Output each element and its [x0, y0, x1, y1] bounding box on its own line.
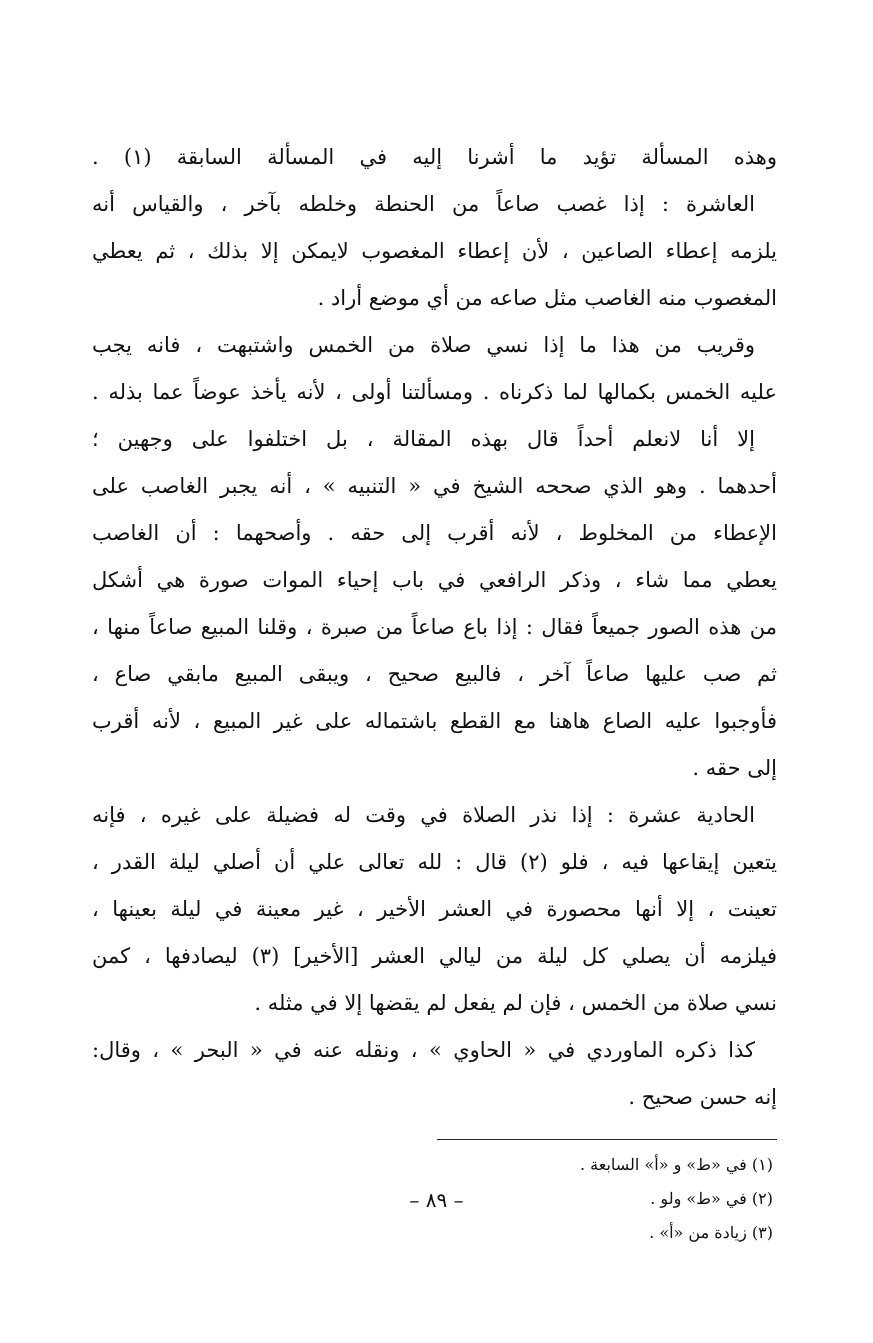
text-line: ثم صب عليها صاعاً آخر ، فالبيع صحيح ، ويبقى المبيع مابقي صاع ،	[92, 662, 777, 686]
text-line: إنه حسن صحيح .	[628, 1085, 777, 1109]
text-line: يعطي مما شاء ، وذكر الرافعي في باب إحياء الموات صورة هي أشكل	[92, 568, 777, 592]
text-line: العاشرة : إذا غصب صاعاً من الحنطة وخلطه بآخر ، والقياس أنه	[92, 192, 755, 216]
text-line: عليه الخمس بكمالها لما ذكرناه . ومسألتنا أولى ، لأنه يأخذ عوضاً عما بذله .	[92, 380, 777, 404]
text-line: وقريب من هذا ما إذا نسي صلاة من الخمس واشتبهت ، فانه يجب	[92, 333, 755, 357]
text-line: فأوجبوا عليه الصاع هاهنا مع القطع باشتماله على غير المبيع ، لأنه أقرب	[92, 709, 777, 733]
text-line: الإعطاء من المخلوط ، لأنه أقرب إلى حقه . وأصحهما : أن الغاصب	[92, 521, 777, 545]
text-line: الحادية عشرة : إذا نذر الصلاة في وقت له فضيلة على غيره ، فإنه	[92, 803, 755, 827]
text-line: من هذه الصور جميعاً فقال : إذا باع صاعاً من صبرة ، وقلنا المبيع صاعاً منها ،	[92, 615, 777, 639]
text-line: إلا أنا لانعلم أحداً قال بهذه المقالة ، بل اختلفوا على وجهين ؛	[92, 427, 755, 451]
text-line: وهذه المسألة تؤيد ما أشرنا إليه في المسألة السابقة (١) .	[92, 145, 777, 169]
text-line: تعينت ، إلا أنها محصورة في العشر الأخير ، غير معينة في ليلة بعينها ،	[92, 897, 777, 921]
page-number: – ٨٩ –	[409, 1188, 464, 1212]
text-line: إلى حقه .	[692, 756, 777, 780]
text-line: كذا ذكره الماوردي في « الحاوي » ، ونقله عنه في « البحر » ، وقال:	[92, 1038, 755, 1062]
text-line: أحدهما . وهو الذي صححه الشيخ في « التنبيه » ، أنه يجبر الغاصب على	[92, 474, 777, 498]
body-text	[92, 134, 777, 1121]
footnote: (٢) في «ط» ولو .	[650, 1189, 773, 1208]
footnote: (١) في «ط» و «أ» السابعة .	[579, 1155, 773, 1174]
text-line: فيلزمه أن يصلي كل ليلة من ليالي العشر [الأخير] (٣) ليصادفها ، كمن	[92, 944, 777, 968]
footnote: (٣) زيادة من «أ» .	[649, 1223, 773, 1242]
text-line: نسي صلاة من الخمس ، فإن لم يفعل لم يقضها إلا في مثله .	[254, 991, 777, 1015]
text-line: يلزمه إعطاء الصاعين ، لأن إعطاء المغصوب لايمكن إلا بذلك ، ثم يعطي	[92, 239, 777, 263]
text-line: المغصوب منه الغاصب مثل صاعه من أي موضع أراد .	[317, 286, 777, 310]
text-line: يتعين إيقاعها فيه ، فلو (٢) قال : لله تعالى علي أن أصلي ليلة القدر ،	[92, 850, 777, 874]
footnote-divider	[437, 1139, 777, 1140]
